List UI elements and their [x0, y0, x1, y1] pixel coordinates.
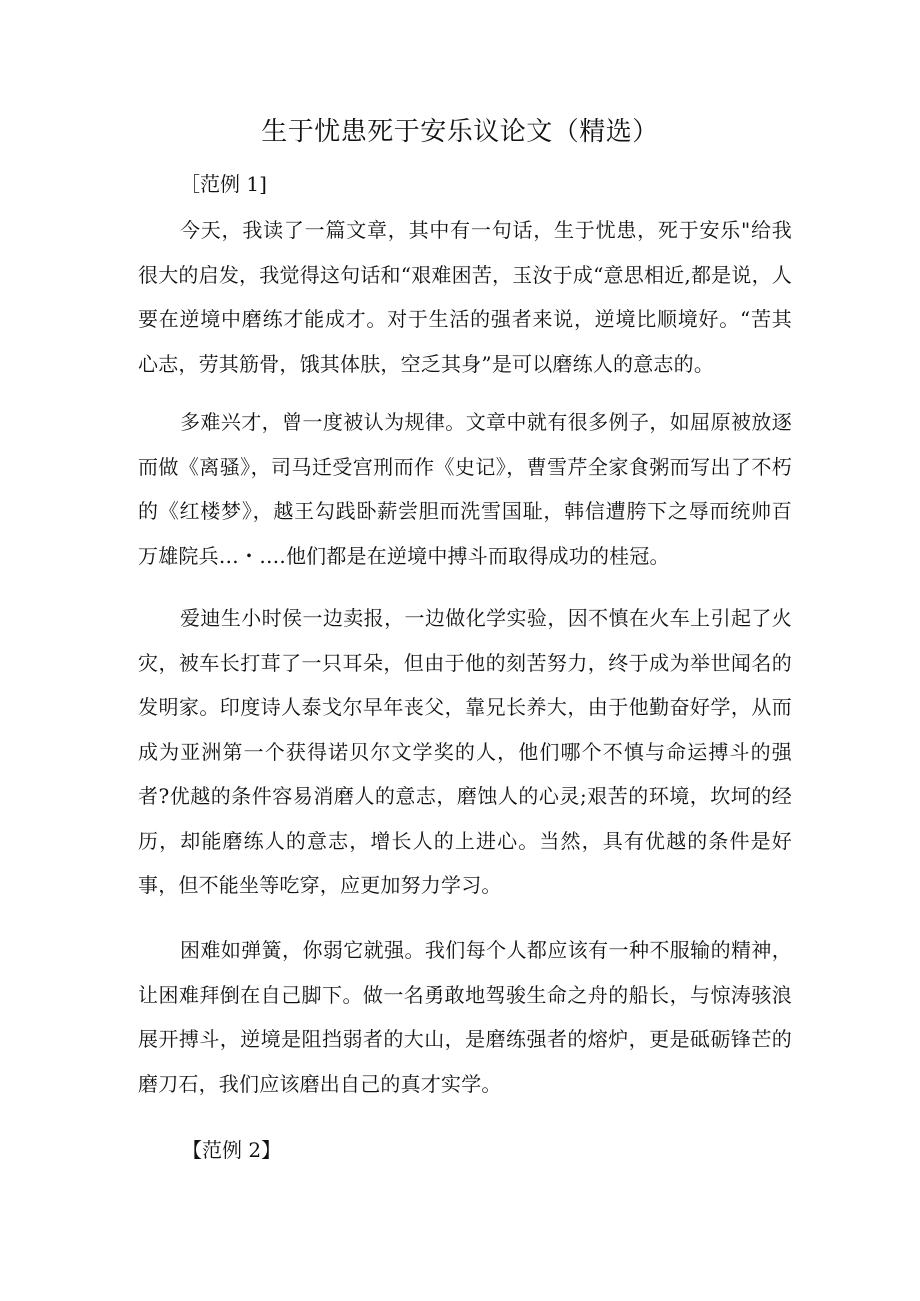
section-label-example-2: 【范例 2】	[182, 1138, 282, 1162]
paragraph-4: 困难如弹簧，你弱它就强。我们每个人都应该有一种不服输的精神，让困难拜倒在自己脚下。做一名勇敢地驾骏生命之舟的船长，与惊涛骇浪展开搏斗，逆境是阻挡弱者的大山，是磨练强者的熔炉，更是砥砺锋芒的磨刀石，我们应该磨出自己的真才实学。	[138, 938, 792, 1096]
paragraph-3: 爱迪生小时侯一边卖报，一边做化学实验，因不慎在火车上引起了火灾，被车长打茸了一只耳朵，但由于他的刻苦努力，终于成为举世闻名的发明家。印度诗人泰戈尔早年丧父，靠兄长养大，由于他勤奋好学，从而成为亚洲第一个获得诺贝尔文学奖的人，他们哪个不慎与命运搏斗的强者?优越的条件容易消磨人的意志，磨蚀人的心灵;艰苦的环境，坎坷的经历，却能磨练人的意志，增长人的上进心。当然，具有优越的条件是好事，但不能坐等吃穿，应更加努力学习。	[138, 606, 792, 897]
section-label-example-1: ［范例 1]	[180, 172, 267, 196]
paragraph-2: 多难兴才，曾一度被认为规律。文章中就有很多例子，如屈原被放逐而做《离骚》，司马迁受宫刑而作《史记》，曹雪芹全家食粥而写出了不朽的《红楼梦》，越王勾践卧薪尝胆而洗雪国耻，韩信遭胯下之辱而统帅百万雄院兵…・….他们都是在逆境中搏斗而取得成功的桂冠。	[138, 410, 792, 568]
document-title: 生于忧患死于安乐议论文（精选）	[261, 117, 659, 147]
paragraph-1: 今天，我读了一篇文章，其中有一句话，生于忧患，死于安乐"给我很大的启发，我觉得这句话和“艰难困苦，玉汝于成“意思相近,都是说，人要在逆境中磨练才能成才。对于生活的强者来说，逆境比顺境好。“苦其心志，劳其筋骨，饿其体肤，空乏其身”是可以磨练人的意志的。	[138, 218, 792, 376]
